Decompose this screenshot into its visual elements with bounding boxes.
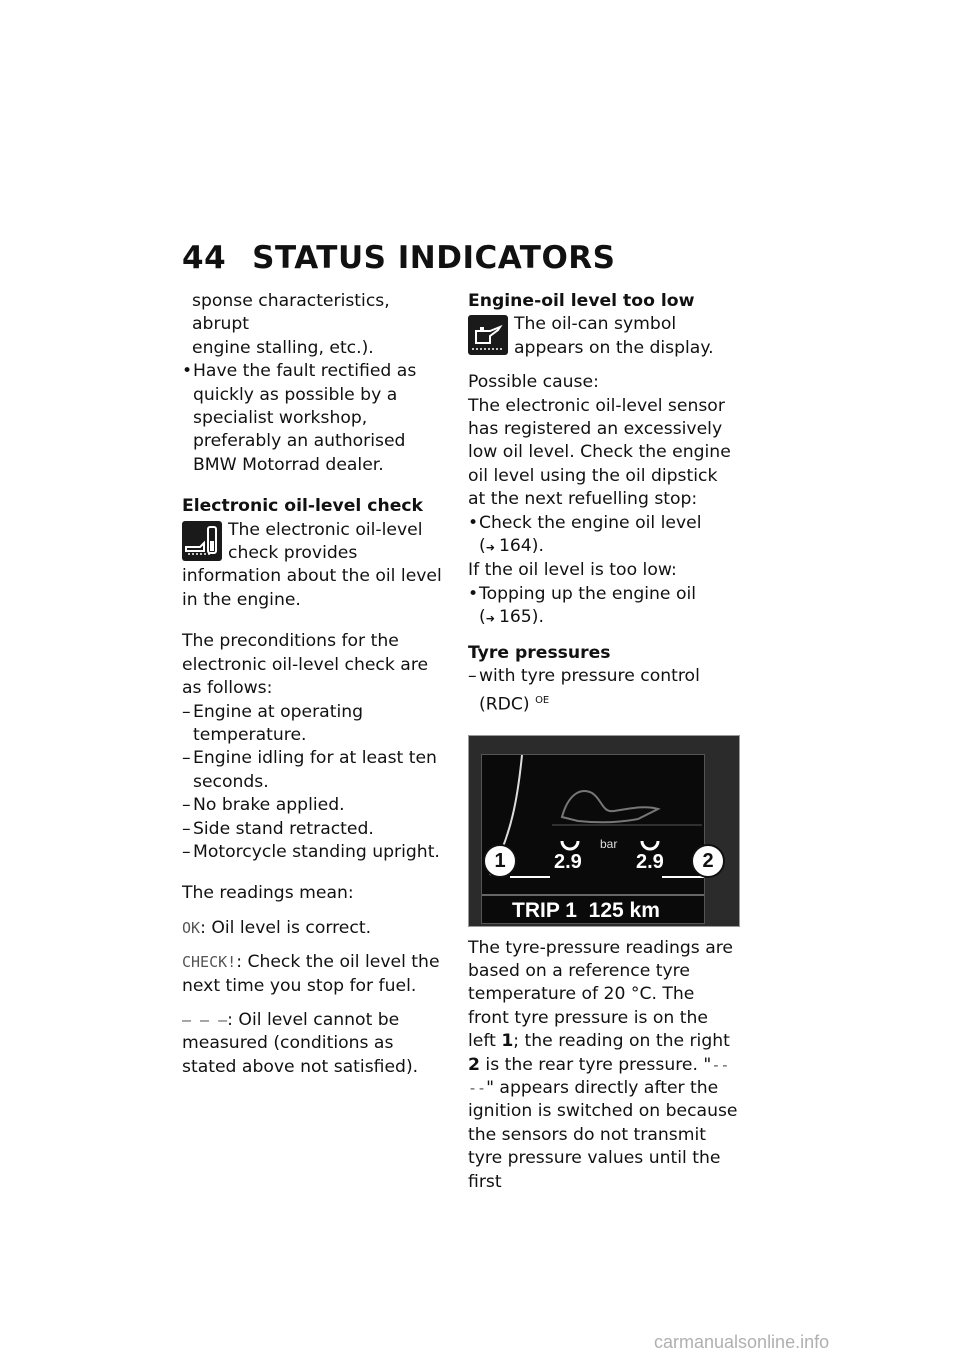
preconditions-intro: The preconditions for the electronic oil-level check are as follows: <box>182 631 429 699</box>
page-ref-164[interactable]: ➜ 164). <box>486 536 544 556</box>
precondition-item: – No brake applied. <box>182 794 450 817</box>
tyre-heading: Tyre pressures <box>468 642 611 663</box>
oil-check-heading: Electronic oil-level check <box>182 496 423 517</box>
cause-label: Possible cause: <box>468 372 599 393</box>
tyre-text: ; the reading on the right <box>513 1031 730 1052</box>
page-number: 44 <box>182 240 227 276</box>
precondition-item: – Motorcycle standing upright. <box>182 841 450 864</box>
section-title: STATUS INDICATORS <box>252 240 616 276</box>
precondition-item: – Engine at operating temperature. <box>182 701 450 748</box>
watermark: carmanualsonline.info <box>654 1332 830 1352</box>
reading-check-text: : Check the oil level the next time you stop for fuel. <box>182 952 440 996</box>
rear-pressure-value: 2.9 <box>636 850 664 873</box>
bullet-check-oil: • Check the engine oil level (➜ 164). <box>468 512 740 560</box>
instrument-screen <box>481 754 705 924</box>
bullet-check-text: Check the engine oil level <box>479 512 702 533</box>
tyre-dash-code: -- -- <box>468 1055 730 1098</box>
oil-low-heading: Engine-oil level too low <box>468 291 695 311</box>
bullet-item: • Have the fault rectified as quickly as possible by a specialist workshop, preferably an authorised BMW Motorrad dealer. <box>182 360 450 477</box>
oil-level-check-icon <box>182 521 222 561</box>
oil-check-intro: The electronic oil-level check provides information about the oil level in the engine. <box>182 519 442 610</box>
reading-dash <box>182 1009 450 1079</box>
continued-line: sponse characteristics, abrupt <box>192 291 390 335</box>
reading-check-code: CHECK! <box>182 953 237 972</box>
oil-low-paragraph <box>468 313 740 360</box>
reading-ok <box>182 917 450 940</box>
oil-check-paragraph <box>182 519 450 613</box>
left-column <box>182 290 450 1079</box>
oil-low-intro: The oil-can symbol appears on the display. <box>514 314 714 358</box>
cause-text: The electronic oil-level sensor has registered an excessively low oil level. Check the engine oil level using the oil dipstick at the next refuelling stop: <box>468 395 731 510</box>
reading-dash-text: : Oil level cannot be measured (conditions as stated above not satisfied). <box>182 1009 419 1077</box>
precondition-item: – Engine idling for at least ten seconds. <box>182 747 450 794</box>
bullet-topup-oil: • Topping up the engine oil (➜ 165). <box>468 583 740 631</box>
tyre-option-sup: OE <box>535 694 550 706</box>
if-low-text: If the oil level is too low: <box>468 560 677 581</box>
readings-intro: The readings mean: <box>182 883 354 904</box>
callout-1: 1 <box>483 844 517 878</box>
reading-ok-code: OK <box>182 918 201 937</box>
callout-2: 2 <box>691 844 725 878</box>
tyre-text: " appears directly after the ignition is switched on because the sensors do not transmit tyre pressure values until the first <box>468 1078 738 1192</box>
oil-can-icon <box>468 315 508 355</box>
reading-dash-code: – – – <box>182 1010 228 1029</box>
pressure-unit-label: bar <box>600 836 618 851</box>
reading-ok-text: : Oil level is correct. <box>200 917 372 938</box>
precondition-item: – Side stand retracted. <box>182 818 450 841</box>
trip-readout: TRIP 1 125 km <box>512 898 660 922</box>
right-column <box>468 290 740 1194</box>
reading-check <box>182 951 450 998</box>
ref-2: 2 <box>468 1054 480 1075</box>
continued-line: engine stalling, etc.). <box>192 337 374 358</box>
motorcycle-silhouette-icon <box>482 755 704 923</box>
tyre-option-text: with tyre pressure control (RDC) <box>479 666 700 715</box>
ref-1: 1 <box>501 1031 514 1052</box>
tyre-text: The tyre-pressure readings are based on a reference tyre temperature of 20 °C. The front tyre pressure is on the left <box>468 937 734 1052</box>
page-header <box>182 240 616 276</box>
tyre-option <box>468 665 740 717</box>
bullet-topup-text: Topping up the engine oil <box>479 583 697 604</box>
tyre-explanation <box>468 937 740 1194</box>
tyre-pressure-display-photo <box>468 735 740 927</box>
front-pressure-value: 2.9 <box>554 850 582 873</box>
page-ref-165[interactable]: ➜ 165). <box>486 607 544 627</box>
tyre-text: is the rear tyre pressure. " <box>479 1054 712 1075</box>
